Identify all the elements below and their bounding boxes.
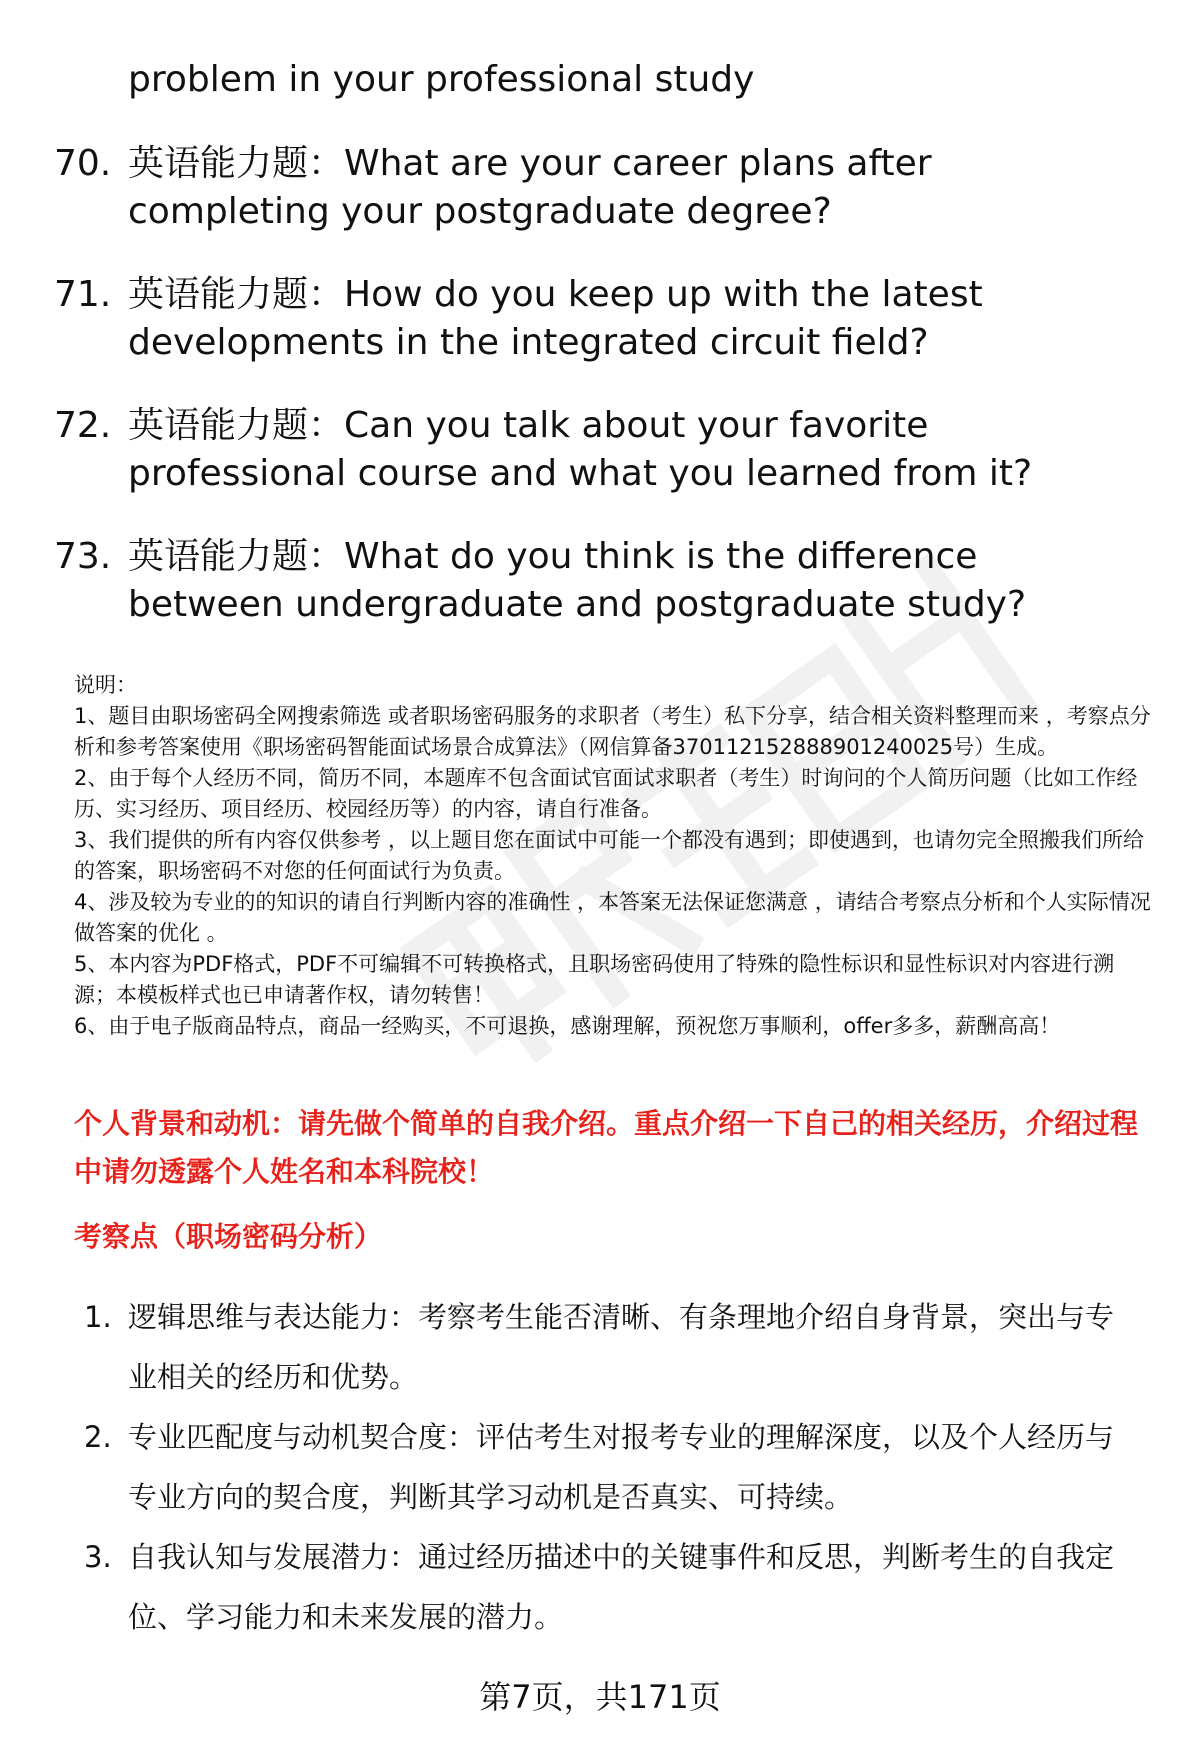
question-item xyxy=(0,533,1200,629)
question-item xyxy=(0,402,1200,498)
question-list xyxy=(0,140,1200,664)
note-item: 6、由于电子版商品特点，商品一经购买，不可退换，感谢理解，预祝您万事顺利，offer多多，薪酬高高！ xyxy=(74,1014,1061,1038)
question-text: 英语能力题：How do you keep up with the latest developments in the integrated circuit field? xyxy=(128,274,983,363)
background-question-heading: 个人背景和动机：请先做个简单的自我介绍。重点介绍一下自己的相关经历，介绍过程中请勿透露个人姓名和本科院校！ xyxy=(74,1107,1139,1188)
key-point-item xyxy=(0,1527,1200,1647)
key-point-number: 2. xyxy=(84,1420,112,1454)
note-item: 2、由于每个人经历不同，简历不同，本题库不包含面试官面试求职者（考生）时询问的个人简历问题（比如工作经历、实习经历、项目经历、校园经历等）的内容，请自行准备。 xyxy=(74,766,1138,821)
question-item xyxy=(0,140,1200,236)
question-number: 73. xyxy=(54,536,112,577)
note-item: 4、涉及较为专业的的知识的请自行判断内容的准确性 ，本答案无法保证您满意 ，请结合考察点分析和个人实际情况做答案的优化 。 xyxy=(74,890,1151,945)
page-number-footer: 第7页，共171页 xyxy=(479,1678,721,1716)
question-text: 英语能力题：What do you think is the difference between undergraduate and postgraduate study? xyxy=(128,536,1027,625)
key-point-item xyxy=(0,1407,1200,1527)
key-point-number: 3. xyxy=(84,1540,112,1574)
note-item: 3、我们提供的所有内容仅供参考 ，以上题目您在面试中可能一个都没有遇到；即使遇到，也请勿完全照搬我们所给的答案，职场密码不对您的任何面试行为负责。 xyxy=(74,828,1145,883)
question-number: 70. xyxy=(54,143,112,184)
question-continuation: problem in your professional study xyxy=(128,59,755,100)
notes-title: 说明： xyxy=(74,673,137,697)
notes-section xyxy=(74,670,1154,1042)
question-item xyxy=(0,271,1200,367)
key-point-text: 专业匹配度与动机契合度：评估考生对报考专业的理解深度，以及个人经历与专业方向的契合度，判断其学习动机是否真实、可持续。 xyxy=(128,1420,1115,1514)
note-item: 1、题目由职场密码全网搜索筛选 或者职场密码服务的求职者（考生）私下分享，结合相关资料整理而来 ，考察点分析和参考答案使用《职场密码智能面试场景合成算法》（网信算备370112152888901240025号）生成。 xyxy=(74,704,1151,759)
note-item: 5、本内容为PDF格式，PDF不可编辑不可转换格式，且职场密码使用了特殊的隐性标识和显性标识对内容进行溯源；本模板样式也已申请著作权，请勿转售！ xyxy=(74,952,1115,1007)
question-number: 72. xyxy=(54,405,112,446)
key-points-list xyxy=(0,1287,1200,1647)
key-point-number: 1. xyxy=(84,1300,112,1334)
key-points-heading: 考察点（职场密码分析） xyxy=(74,1220,383,1253)
question-number: 71. xyxy=(54,274,112,315)
question-text: 英语能力题：What are your career plans after completing your postgraduate degree? xyxy=(128,143,932,232)
question-text: 英语能力题：Can you talk about your favorite professional course and what you learned from it? xyxy=(128,405,1033,494)
key-point-item xyxy=(0,1287,1200,1407)
key-point-text: 逻辑思维与表达能力：考察考生能否清晰、有条理地介绍自身背景，突出与专业相关的经历和优势。 xyxy=(128,1300,1115,1394)
key-point-text: 自我认知与发展潜力：通过经历描述中的关键事件和反思，判断考生的自我定位、学习能力和未来发展的潜力。 xyxy=(128,1540,1115,1634)
